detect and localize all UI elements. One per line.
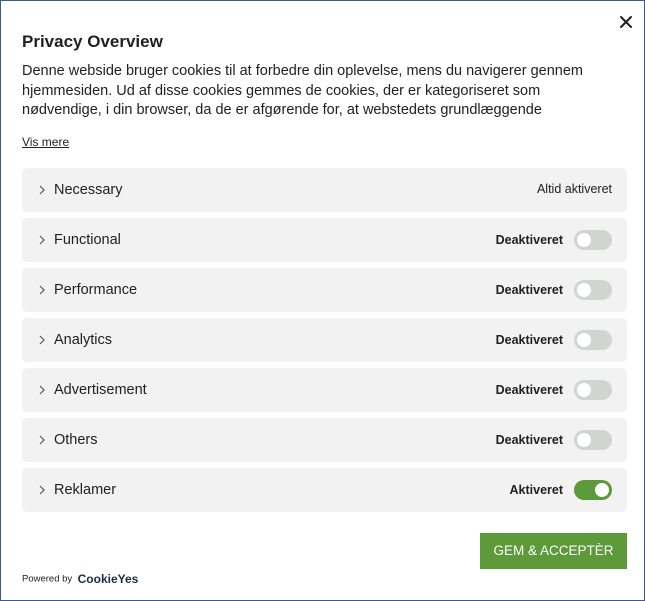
category-label: Functional bbox=[54, 232, 121, 248]
toggle-knob bbox=[577, 383, 591, 397]
toggle-knob bbox=[577, 283, 591, 297]
toggle-reklamer[interactable] bbox=[574, 480, 612, 500]
category-label: Reklamer bbox=[54, 482, 117, 498]
status-label: Deaktiveret bbox=[495, 383, 563, 397]
toggle-advertisement[interactable] bbox=[574, 380, 612, 400]
dialog-title: Privacy Overview bbox=[22, 32, 163, 51]
status-label: Aktiveret bbox=[509, 483, 563, 497]
category-analytics[interactable] bbox=[22, 318, 627, 362]
category-label: Necessary bbox=[54, 182, 123, 198]
chevron-right-icon bbox=[37, 184, 47, 196]
show-more-link[interactable]: Vis mere bbox=[22, 135, 70, 149]
chevron-right-icon bbox=[37, 434, 47, 446]
dialog-description: Denne webside bruger cookies til at forbedre din oplevelse, mens du navigerer gennem hjemmesiden. Ud af disse cookies gemmes de cookies, der er kategoriseret som nødvendige, i din browser, da de er afgørende for, at webstedets grundlæggende bbox=[22, 63, 583, 118]
powered-by bbox=[22, 570, 138, 584]
toggle-functional[interactable] bbox=[574, 230, 612, 250]
category-label: Analytics bbox=[54, 332, 113, 348]
toggle-knob bbox=[577, 433, 591, 447]
brand-logo[interactable]: CookieYes bbox=[77, 571, 139, 586]
toggle-knob bbox=[577, 233, 591, 247]
category-label: Performance bbox=[54, 282, 138, 298]
status-label: Deaktiveret bbox=[495, 233, 563, 247]
toggle-knob bbox=[595, 483, 609, 497]
status-label: Deaktiveret bbox=[495, 333, 563, 347]
category-performance[interactable] bbox=[22, 268, 627, 312]
category-label: Advertisement bbox=[54, 382, 147, 398]
toggle-knob bbox=[577, 333, 591, 347]
category-advertisement[interactable] bbox=[22, 368, 627, 412]
toggle-others[interactable] bbox=[574, 430, 612, 450]
chevron-right-icon bbox=[37, 334, 47, 346]
status-always-active: Altid aktiveret bbox=[536, 182, 612, 196]
toggle-performance[interactable] bbox=[574, 280, 612, 300]
chevron-right-icon bbox=[37, 484, 47, 496]
chevron-right-icon bbox=[37, 284, 47, 296]
category-others[interactable] bbox=[22, 418, 627, 462]
toggle-analytics[interactable] bbox=[574, 330, 612, 350]
status-label: Deaktiveret bbox=[495, 283, 563, 297]
cookie-category-list bbox=[22, 168, 627, 518]
save-and-accept-button[interactable]: GEM & ACCEPTÈR bbox=[480, 533, 627, 569]
status-label: Deaktiveret bbox=[495, 433, 563, 447]
category-necessary[interactable] bbox=[22, 168, 627, 212]
chevron-right-icon bbox=[37, 234, 47, 246]
category-label: Others bbox=[54, 432, 98, 448]
close-icon bbox=[615, 11, 637, 33]
powered-by-text: Powered by bbox=[22, 573, 73, 585]
category-functional[interactable] bbox=[22, 218, 627, 262]
close-button[interactable] bbox=[615, 11, 637, 33]
category-reklamer[interactable] bbox=[22, 468, 627, 512]
chevron-right-icon bbox=[37, 384, 47, 396]
